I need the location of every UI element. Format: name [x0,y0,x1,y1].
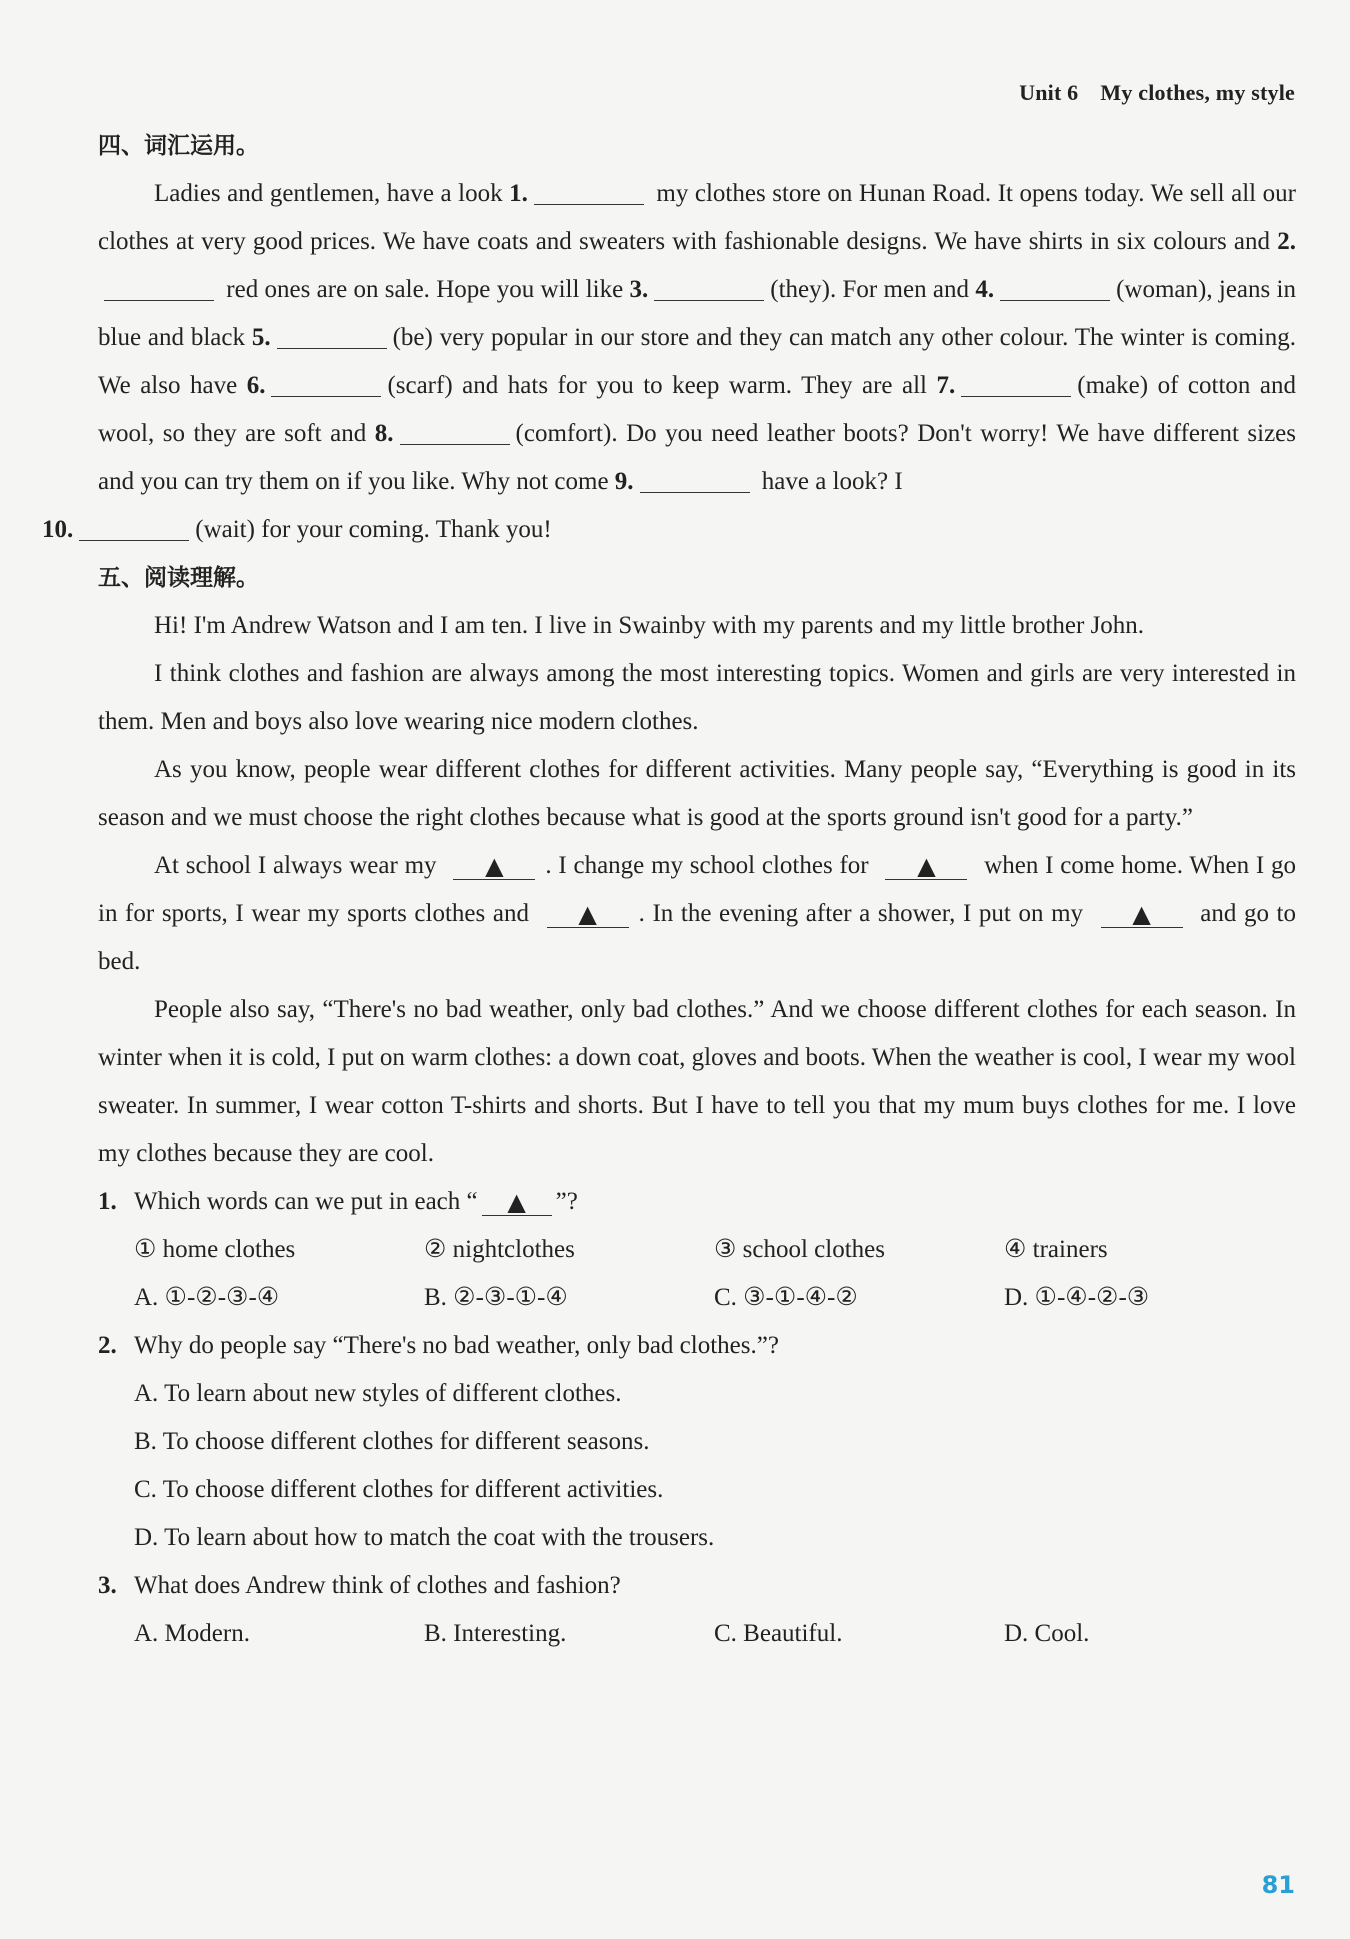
option-b[interactable]: B. ②-③-①-④ [424,1284,568,1311]
option-c[interactable]: C. Beautiful. [714,1620,843,1647]
reading-paragraph-2: I think clothes and fashion are always among the most interesting topics. Women and girls are very interested in them. Men and boys also love wearing nice modern clothes. [98,660,1296,735]
question-number: 1. [98,1188,117,1215]
blank-number: 3. [629,276,649,303]
section-4-title: 四、词汇运用。 [98,133,259,159]
reading-paragraph-3: As you know, people wear different clothes for different activities. Many people say, “Everything is good in its season and we must choose the right clothes because what is good at the sports ground isn't good for a party.” [98,756,1296,831]
q3-options [98,1610,1296,1658]
option-d[interactable]: D. To learn about how to match the coat with the trousers. [134,1524,715,1551]
passage-text: . I change my school clothes for [545,852,876,879]
blank-number: 8. [374,420,394,447]
section-5-title: 五、阅读理解。 [98,565,259,591]
triangle-icon: ▲ [578,900,597,929]
passage-text: . In the evening after a shower, I put on my [638,900,1091,927]
word-item: ① home clothes [134,1236,296,1263]
answer-blank-1[interactable] [534,179,644,205]
question-1 [98,1178,1296,1226]
blank-number: 1. [509,180,528,207]
page-number: 81 [1261,1871,1295,1899]
triangle-icon: ▲ [507,1188,526,1217]
passage-text: red ones are on sale. Hope you will like [220,276,630,303]
triangle-blank [453,854,535,880]
triangle-icon: ▲ [917,852,936,881]
reading-paragraph-4 [98,842,1296,986]
triangle-blank [885,854,967,880]
option-c[interactable]: C. ③-①-④-② [714,1284,858,1311]
answer-blank-2[interactable] [104,275,214,301]
answer-blank-3[interactable] [654,275,764,301]
question-text: Why do people say “There's no bad weather, only bad clothes.”? [134,1332,779,1359]
blank-number: 5. [251,324,271,351]
passage-text: At school I always wear my [154,852,444,879]
option-a[interactable]: A. Modern. [134,1620,250,1647]
passage-text: Ladies and gentlemen, have a look [154,180,510,207]
blank-number: 2. [1277,228,1296,255]
reading-paragraph-5: People also say, “There's no bad weather, only bad clothes.” And we choose different clothes for each season. In winter when it is cold, I put on warm clothes: a down coat, gloves and boots. When the weather is cool, I wear my wool sweater. In summer, I wear cotton T-shirts and shorts. But I have to tell you that my mum buys clothes for me. I love my clothes because they are cool. [98,996,1296,1167]
word-item: ② nightclothes [424,1236,575,1263]
vocab-passage [42,170,1297,554]
q1-options [98,1274,1296,1322]
option-c[interactable]: C. To choose different clothes for different activities. [134,1476,664,1503]
content [42,122,1297,1658]
option-d[interactable]: D. ①-④-②-③ [1004,1284,1150,1311]
question-text: What does Andrew think of clothes and fashion? [134,1572,621,1599]
option-a[interactable]: A. ①-②-③-④ [134,1284,280,1311]
passage-text: have a look? I [755,468,903,495]
answer-blank-5[interactable] [277,323,387,349]
passage-text: (scarf) and hats for you to keep warm. They are all [387,372,937,399]
passage-text: (be) very popular in our store and they can match any other colour. The winter is coming. We also have [98,324,1296,399]
answer-blank-4[interactable] [1000,275,1110,301]
passage-text: and go to bed. [98,900,1297,975]
page-header [1019,80,1295,106]
triangle-icon: ▲ [485,852,504,881]
passage-text: when I come home. When I go in for sports, I wear my sports clothes and [98,852,1296,927]
option-a[interactable]: A. To learn about new styles of different clothes. [134,1380,622,1407]
passage-text: (make) of cotton and wool, so they are soft and [98,372,1296,447]
triangle-blank [482,1190,552,1216]
answer-blank-7[interactable] [961,371,1071,397]
answer-blank-9[interactable] [640,467,750,493]
answer-blank-8[interactable] [400,419,510,445]
question-3 [98,1562,1296,1610]
question-text: ”? [555,1188,578,1215]
blank-number: 4. [975,276,995,303]
word-item: ③ school clothes [714,1236,885,1263]
reading-paragraph-1: Hi! I'm Andrew Watson and I am ten. I live in Swainby with my parents and my little brother John. [154,612,1145,639]
option-b[interactable]: B. Interesting. [424,1620,567,1647]
option-d[interactable]: D. Cool. [1004,1620,1090,1647]
blank-number: 9. [614,468,634,495]
triangle-blank [1101,902,1183,928]
passage-text: (they). For men and [770,276,976,303]
question-text: Which words can we put in each “ [134,1188,478,1215]
triangle-blank [547,902,629,928]
blank-number: 6. [246,372,266,399]
blank-number: 7. [936,372,956,399]
word-item: ④ trainers [1004,1236,1108,1263]
question-2 [98,1322,1296,1370]
word-list [98,1226,1296,1274]
unit-label: Unit 6 [1019,80,1079,105]
unit-title: My clothes, my style [1100,80,1295,105]
passage-text: (woman), jeans in blue and black [98,276,1297,351]
option-b[interactable]: B. To choose different clothes for different seasons. [134,1428,650,1455]
answer-blank-10[interactable] [79,515,189,541]
question-number: 3. [98,1572,117,1599]
triangle-icon: ▲ [1132,900,1151,929]
passage-text: (comfort). Do you need leather boots? Don't worry! We have different sizes and you can try them on if you like. Why not come [98,420,1297,495]
passage-text: (wait) for your coming. Thank you! [195,516,552,543]
answer-blank-6[interactable] [271,371,381,397]
question-number: 2. [98,1332,117,1359]
blank-number: 10. [42,516,74,543]
passage-text: my clothes store on Hunan Road. It opens today. We sell all our clothes at very good prices. We have coats and sweaters with fashionable designs. We have shirts in six colours and [98,180,1296,255]
